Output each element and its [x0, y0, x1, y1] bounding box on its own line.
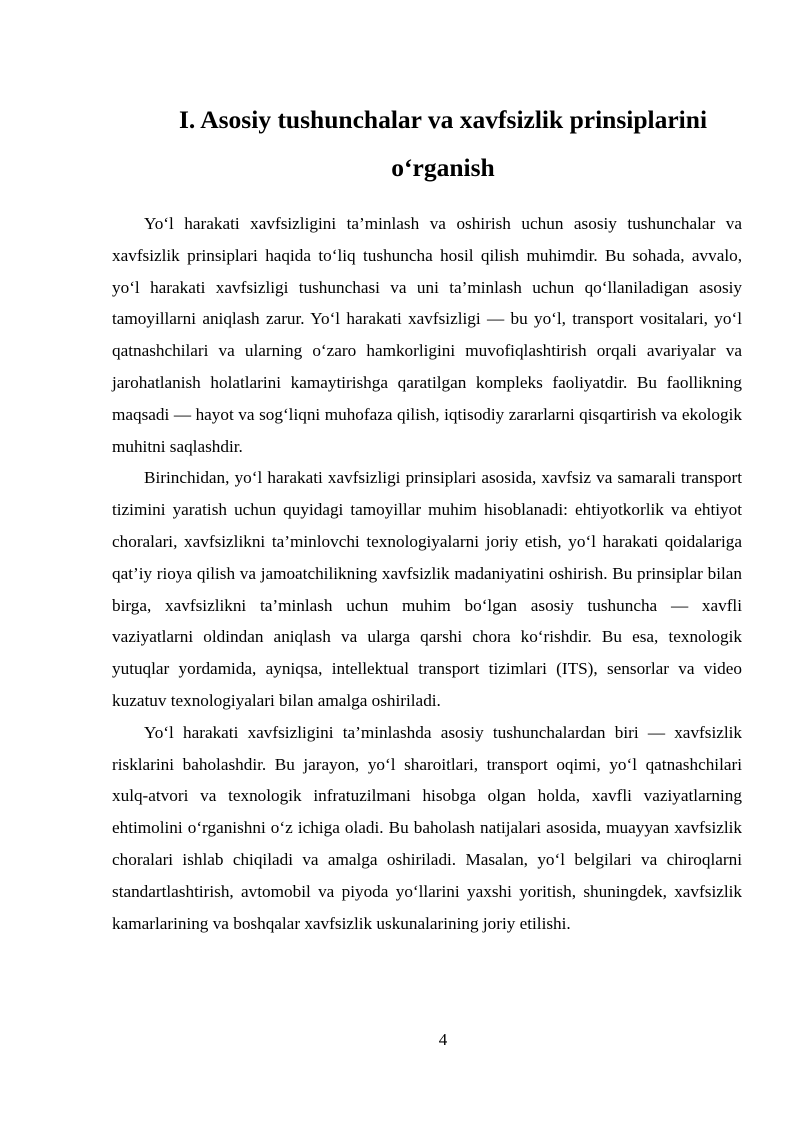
document-body [112, 208, 742, 939]
page-number: 4 [438, 1030, 448, 1049]
paragraph-1: Yo‘l harakati xavfsizligini ta’minlash va oshirish uchun asosiy tushunchalar va xavfsizlik prinsiplari haqida to‘liq tushuncha hosil qilish muhimdir. Bu sohada, avvalo, yo‘l harakati xavfsizligi tushunchasi va uni ta’minlash uchun qo‘llaniladigan asosiy tamoyillarni aniqlash zarur. Yo‘l harakati xavfsizligi — bu yo‘l, transport vositalari, yo‘l qatnashchilari va ularning o‘zaro hamkorligini muvofiqlashtirish orqali avariyalar va jarohatlanish holatlarini kamaytirishga qaratilgan kompleks faoliyatdir. Bu faollikning maqsadi — hayot va sog‘liqni muhofaza qilish, iqtisodiy zararlarni qisqartirish va ekologik muhitni saqlashdir. [112, 214, 742, 456]
paragraph-3: Yo‘l harakati xavfsizligini ta’minlashda asosiy tushunchalardan biri — xavfsizlik risklarini baholashdir. Bu jarayon, yo‘l sharoitlari, transport oqimi, yo‘l qatnashchilari xulq-atvori va texnologik infratuzilmani hisobga olgan holda, xavfli vaziyatlarning ehtimolini o‘rganishni o‘z ichiga oladi. Bu baholash natijalari asosida, muayyan xavfsizlik choralari ishlab chiqiladi va amalga oshiriladi. Masalan, yo‘l belgilari va chiroqlarni standartlashtirish, avtomobil va piyoda yo‘llarini yaxshi yoritish, shuningdek, xavfsizlik kamarlarining va boshqalar xavfsizlik uskunalarining joriy etilishi. [112, 722, 742, 933]
section-title: I. Asosiy tushunchalar va xavfsizlik prinsiplarini o‘rganish [178, 105, 708, 182]
document-page [112, 96, 742, 939]
paragraph-2: Birinchidan, yo‘l harakati xavfsizligi prinsiplari asosida, xavfsiz va samarali transport tizimini yaratish uchun quyidagi tamoyillar muhim hisoblanadi: ehtiyotkorlik va ehtiyot choralari, xavfsizlikni ta’minlovchi texnologiyalarni joriy etish, yo‘l harakati qoidalariga qat’iy rioya qilish va jamoatchilikning xavfsizlik madaniyatini oshirish. Bu prinsiplar bilan birga, xavfsizlikni ta’minlash uchun muhim bo‘lgan asosiy tushuncha — xavfli vaziyatlarni oldindan aniqlash va ularga qarshi chora ko‘rishdir. Bu esa, texnologik yutuqlar yordamida, ayniqsa, intellektual transport tizimlari (ITS), sensorlar va video kuzatuv texnologiyalari bilan amalga oshiriladi. [112, 468, 742, 710]
